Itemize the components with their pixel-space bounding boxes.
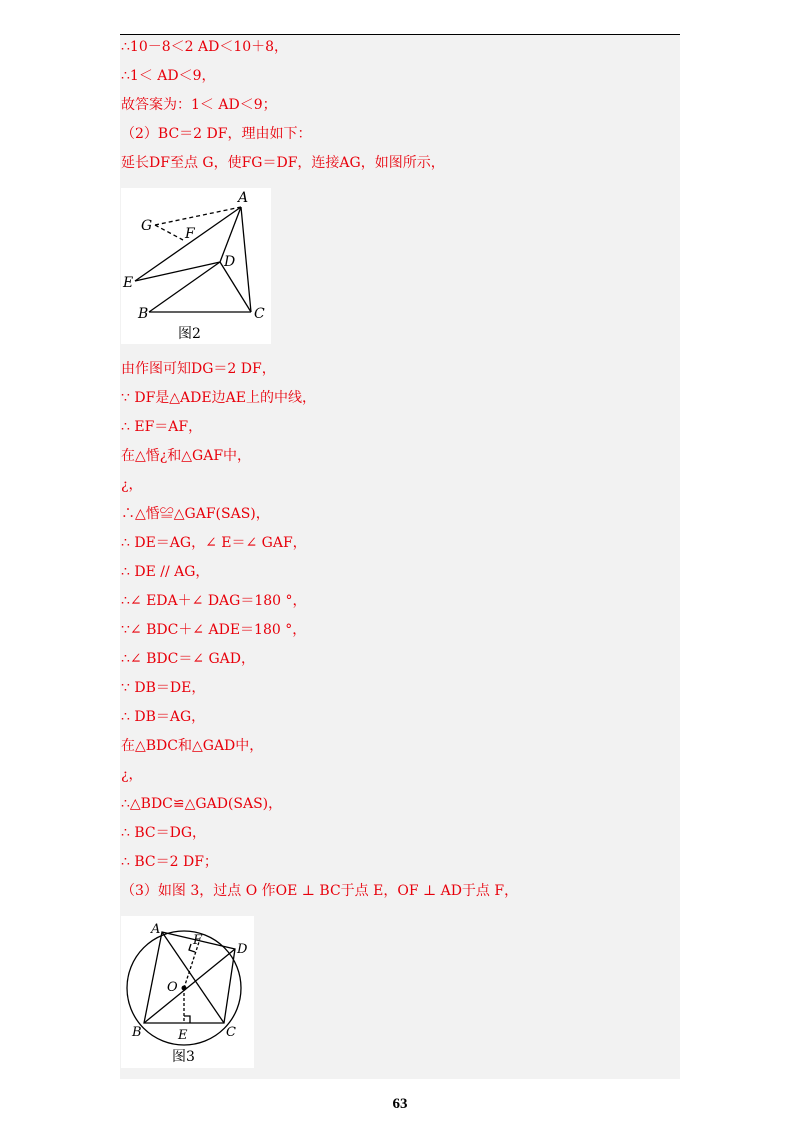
text-line: 故答案为：1＜ AD＜9； [121, 97, 277, 113]
text-line: （3）如图 3，过点 O 作OE ⊥ BC于点 E，OF ⊥ AD于点 F， [121, 883, 519, 899]
label-O: O [167, 980, 178, 995]
text-line: ∴ DE // AG， [121, 564, 210, 580]
figure-2 [121, 188, 271, 344]
label-B: B [132, 1025, 142, 1040]
figure-3 [121, 916, 254, 1068]
text-line: 由作图可知DG＝2 DF， [121, 361, 276, 377]
label-G: G [141, 218, 153, 234]
label-F: F [193, 933, 203, 948]
text-line: ¿， [121, 767, 143, 783]
text-line: ∴10－8＜2 AD＜10＋8， [121, 39, 289, 55]
text-line: ∵∠ BDC＋∠ ADE＝180 °， [121, 622, 307, 638]
page-number: 63 [392, 1096, 408, 1112]
figure-caption: 图3 [172, 1049, 195, 1065]
text-line: ∴ BC＝DG， [121, 825, 207, 841]
text-line: ∴△BDC≌△GAD(SAS)， [121, 796, 283, 812]
text-line: ∵ DB＝DE， [121, 680, 206, 696]
label-E: E [123, 275, 134, 291]
text-line: 在△BDC和△GAD中， [121, 738, 264, 754]
text-line: ∴∠ BDC＝∠ GAD， [121, 651, 256, 667]
text-line: 延长DF至点 G，使FG＝DF，连接AG，如图所示， [121, 155, 445, 171]
label-B: B [138, 306, 149, 322]
label-D: D [224, 254, 236, 270]
label-A: A [238, 190, 249, 206]
text-line: （2）BC＝2 DF，理由如下： [121, 126, 312, 142]
label-F: F [185, 226, 195, 242]
label-D: D [237, 942, 248, 957]
text-line: ∴∠ EDA＋∠ DAG＝180 °， [121, 593, 307, 609]
label-E: E [178, 1028, 188, 1043]
text-line: ∴ DE＝AG，∠ E＝∠ GAF， [121, 535, 307, 551]
text-line: 在△惛¿和△GAF中， [121, 448, 252, 464]
text-line: ∴ EF＝AF， [121, 419, 203, 435]
label-C: C [226, 1025, 236, 1040]
text-line: ∴ BC＝2 DF； [121, 854, 218, 870]
text-line: ∵ DF是△ADE边AE上的中线， [121, 390, 316, 406]
text-line: ∴ DB＝AG， [121, 709, 206, 725]
label-A: A [151, 922, 161, 937]
text-line: ¿， [121, 477, 143, 493]
text-line: ∴1＜ AD＜9， [121, 68, 216, 84]
label-C: C [254, 306, 265, 322]
figure-caption: 图2 [178, 326, 201, 342]
text-line: ∴△惛≌△GAF(SAS)， [121, 506, 270, 522]
